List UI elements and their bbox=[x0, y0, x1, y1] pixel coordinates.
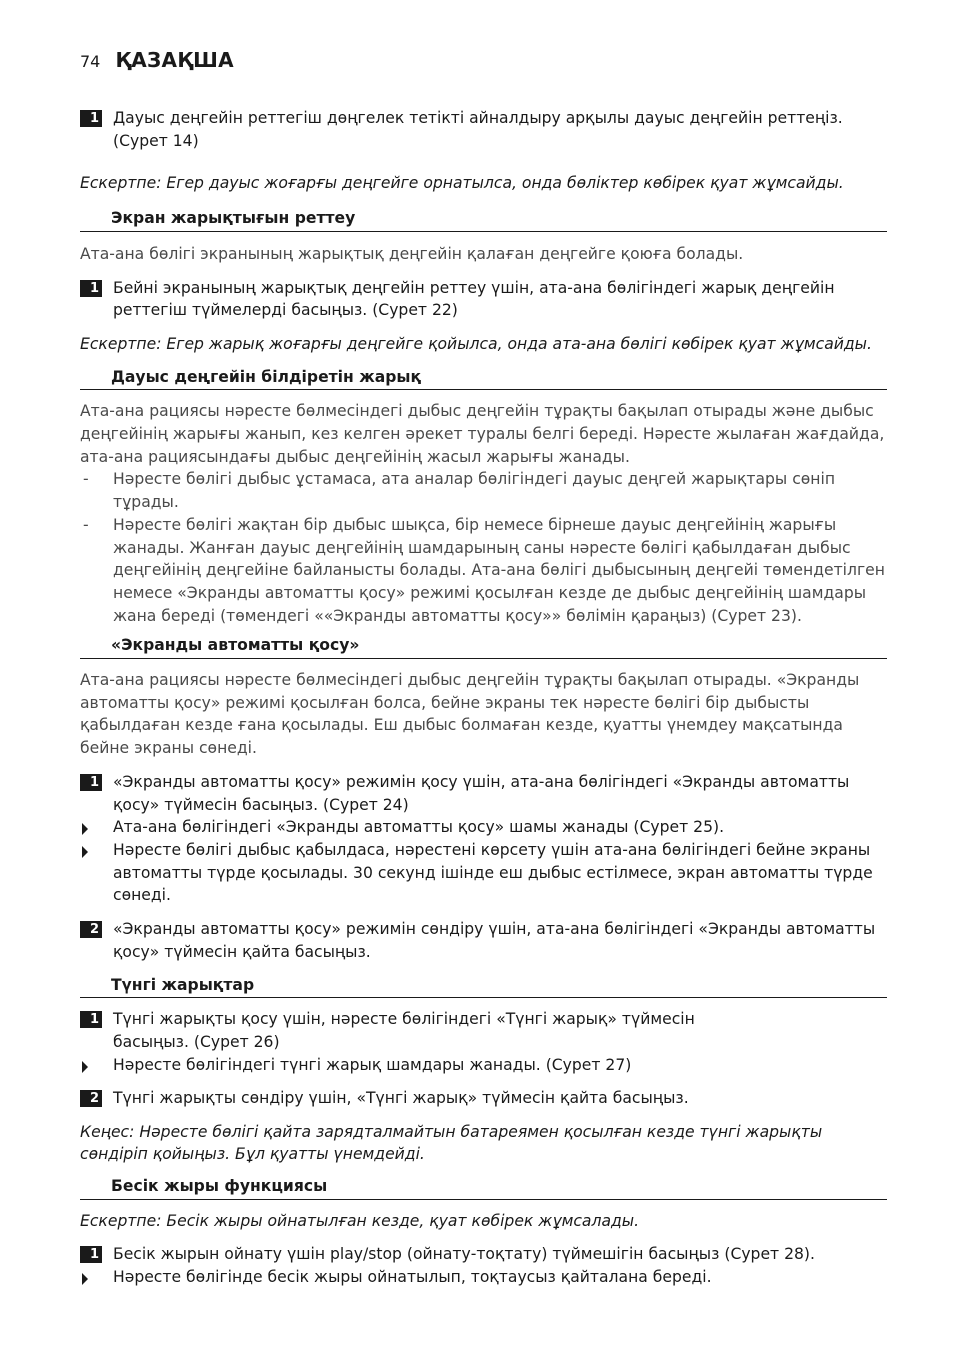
result-arrow-icon bbox=[82, 823, 88, 835]
step-text: Дауыс деңгейін реттегіш дөңгелек тетікті айналдыру арқылы дауыс деңгейін реттеңіз. (Сурет 14) bbox=[113, 109, 843, 150]
step-number: 1 bbox=[80, 774, 102, 791]
section-title-lullaby: Бесік жыры функциясы bbox=[80, 1175, 887, 1200]
step-number: 1 bbox=[80, 1246, 102, 1263]
step-text-line-2: басыңыз. (Сурет 26) bbox=[113, 1032, 280, 1051]
paragraph-sound-lights: Ата-ана рациясы нәресте бөлмесіндегі дыбыс деңгейін тұрақты бақылап отырады және дыбыс деңгейінің жарығы жанып, кез келген әрекет туралы белгі береді. Нәресте жылаған жағдайда, ата-ана рациясындағы дыбыс деңгейінің жасыл жарығы жанады. bbox=[80, 402, 885, 466]
note-lullaby: Ескертпе: Бесік жыры ойнатылған кезде, қуат көбірек жұмсалады. bbox=[80, 1211, 640, 1230]
step-play-lullaby bbox=[80, 1243, 887, 1266]
tip-night-light: Кеңес: Нәресте бөлігі қайта зарядталмайтын батареямен қосылған кезде түнгі жарықты сөндіріп қойыңыз. Бұл қуатты үнемдейді. bbox=[80, 1123, 823, 1163]
section-title-sound-lights: Дауыс деңгейін білдіретін жарық bbox=[80, 366, 887, 391]
result-lullaby bbox=[80, 1266, 887, 1289]
step-number: 2 bbox=[80, 921, 102, 938]
step-text: «Экранды автоматты қосу» режимін сөндіру үшін, ата-ана бөлігіндегі «Экранды автоматты қосу» түймесін қайта басыңыз. bbox=[113, 920, 876, 961]
result-text: Нәресте бөлігі дыбыс қабылдаса, нәрестені көрсету үшін ата-ана бөлігіндегі бейне экраны автоматты түрде қосылады. 30 секунд ішінде еш дыбыс естілмесе, экран автоматты түрде сөнеді. bbox=[113, 840, 873, 905]
step-number: 1 bbox=[80, 280, 102, 297]
note-volume: Ескертпе: Егер дауыс жоғарғы деңгейге орнатылса, онда бөліктер көбірек қуат жұмсайды. bbox=[80, 174, 844, 193]
page-content bbox=[80, 107, 887, 1289]
language-title: ҚАЗАҚША bbox=[115, 48, 234, 72]
list-item-text: Нәресте бөлігі жақтан бір дыбыс шықса, бір немесе бірнеше дауыс деңгейінің жарығы жанады. Жанған дауыс деңгейінің шамдарының саны нәресте бөлігі қабылдаған дыбыс деңгейінің деңгейіне байланысты болады. Ата-ана бөлігі дыбысының деңгейі төмендетілген немесе «Экранды автоматты қосу» режимі қосылған кезде де дыбыс деңгейінің шамдары жана береді (төмендегі ««Экранды автоматты қосу»» бөлімін қараңыз) (Сурет 23). bbox=[113, 515, 885, 625]
page-header bbox=[80, 48, 234, 74]
step-night-light-off bbox=[80, 1087, 887, 1110]
result-text: Нәресте бөлігінде бесік жыры ойнатылып, тоқтаусыз қайталана береді. bbox=[113, 1268, 712, 1287]
note-brightness: Ескертпе: Егер жарық жоғарғы деңгейге қойылса, онда ата-ана бөлігі көбірек қуат жұмсайды. bbox=[80, 334, 872, 353]
step-number: 1 bbox=[80, 1011, 102, 1028]
paragraph-brightness: Ата-ана бөлігі экранының жарықтық деңгейін қалаған деңгейге қоюға болады. bbox=[80, 244, 744, 263]
step-adjust-volume bbox=[80, 107, 887, 152]
section-title-auto-screen: «Экранды автоматты қосу» bbox=[80, 634, 887, 659]
list-item-text: Нәресте бөлігі дыбыс ұстамаса, ата аналар бөлігіндегі дауыс деңгей жарықтары сөніп тұрады. bbox=[113, 470, 836, 512]
dash-marker: - bbox=[83, 515, 89, 534]
list-item bbox=[80, 514, 887, 628]
result-arrow-icon bbox=[82, 1273, 88, 1285]
result-auto-screen bbox=[80, 839, 887, 907]
step-number: 2 bbox=[80, 1090, 102, 1107]
step-auto-screen-off bbox=[80, 918, 887, 963]
section-title-night-lights: Түнгі жарықтар bbox=[80, 974, 887, 999]
step-auto-screen-on bbox=[80, 771, 887, 816]
result-text: Нәресте бөлігіндегі түнгі жарық шамдары жанады. (Сурет 27) bbox=[113, 1055, 632, 1074]
result-auto-light bbox=[80, 816, 887, 839]
section-title-brightness: Экран жарықтығын реттеу bbox=[80, 207, 887, 232]
list-item bbox=[80, 468, 887, 513]
result-night-light bbox=[80, 1054, 887, 1077]
step-number: 1 bbox=[80, 110, 102, 127]
result-text: Ата-ана бөлігіндегі «Экранды автоматты қосу» шамы жанады (Сурет 25). bbox=[113, 818, 725, 837]
dash-marker: - bbox=[83, 470, 89, 489]
step-text: Бесік жырын ойнату үшін play/stop (ойнату-тоқтату) түймешігін басыңыз (Сурет 28). bbox=[113, 1245, 815, 1264]
step-text: «Экранды автоматты қосу» режимін қосу үшін, ата-ана бөлігіндегі «Экранды автоматты қосу» түймесін басыңыз. (Сурет 24) bbox=[113, 772, 850, 814]
paragraph-auto-screen: Ата-ана рациясы нәресте бөлмесіндегі дыбыс деңгейін тұрақты бақылап отырады. «Экранды автоматты қосу» режимі қосылған болса, бейне экраны тек нәресте бөлігі бір дыбысты қабылдаған кезде ғана қосылады. Еш дыбыс болмаған кезде, қуатты үнемдеу мақсатында бейне экраны сөнеді. bbox=[80, 671, 860, 758]
result-arrow-icon bbox=[82, 846, 88, 858]
page-number: 74 bbox=[80, 52, 101, 71]
step-adjust-brightness bbox=[80, 277, 887, 322]
step-text: Бейні экранының жарықтық деңгейін реттеу үшін, ата-ана бөлігіндегі жарық деңгейін реттегіш түймелерді басыңыз. (Сурет 22) bbox=[113, 278, 835, 320]
step-night-light-on bbox=[80, 1008, 887, 1053]
result-arrow-icon bbox=[82, 1061, 88, 1073]
step-text: Түнгі жарықты сөндіру үшін, «Түнгі жарық» түймесін қайта басыңыз. bbox=[113, 1089, 689, 1108]
step-text-line-1: Түнгі жарықты қосу үшін, нәресте бөлігіндегі «Түнгі жарық» түймесін bbox=[113, 1010, 695, 1029]
